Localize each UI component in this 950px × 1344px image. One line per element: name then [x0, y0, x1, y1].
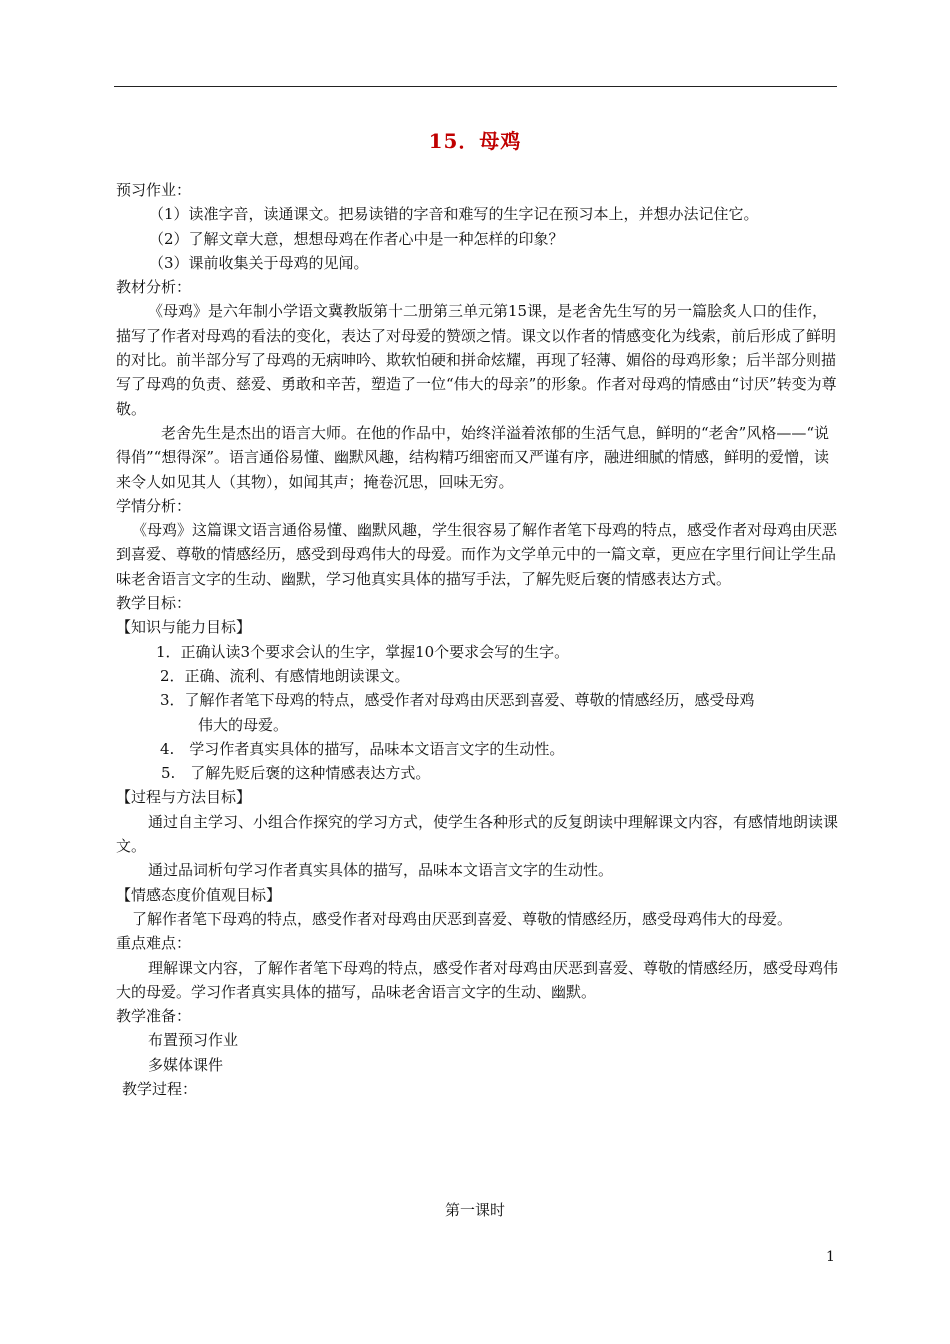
- page-number: 1: [826, 1249, 835, 1265]
- emotion-goal-heading: 【情感态度价值观目标】: [116, 885, 282, 904]
- keypoints-paragraph: 理解课文内容，了解作者笔下母鸡的特点，感受作者对母鸡由厌恶到喜爱、尊敬的情感经历，感受母鸡伟大的母爱。学习作者真实具体的描写，品味老舍语言文字的生动、幽默。: [116, 958, 839, 1001]
- process-heading: 教学过程：: [122, 1079, 198, 1098]
- knowledge-heading: 【知识与能力目标】: [116, 618, 252, 637]
- student-heading: 学情分析：: [116, 496, 192, 515]
- knowledge-item: 2．正确、流利、有感情地朗读课文。: [160, 666, 410, 685]
- process-goal-paragraph-1: 通过自主学习、小组合作探究的学习方式，使学生各种形式的反复朗读中理解课文内容，有感情地朗读课文。: [116, 812, 839, 856]
- emotion-goal-paragraph: 了解作者笔下母鸡的特点，感受作者对母鸡由厌恶到喜爱、尊敬的情感经历，感受母鸡伟大的母爱。: [132, 909, 793, 928]
- material-paragraph-1: 《母鸡》是六年制小学语文冀教版第十二册第三单元第15课，是老舍先生写的另一篇脍炙人口的佳作，描写了作者对母鸡的看法的变化，表达了对母爱的赞颂之情。课文以作者的情感变化为线索，前后形成了鲜明的对比。前半部分写了母鸡的无病呻吟、欺软怕硬和拼命炫耀，再现了轻薄、媚俗的母鸡形象；后半部分则描写了母鸡的负责、慈爱、勇敢和辛苦，塑造了一位“伟大的母亲”的形象。作者对母鸡的情感由“讨厌”转变为尊敬。: [116, 302, 837, 418]
- page-title: 15．母鸡: [428, 129, 522, 153]
- process-goal-paragraph-2: 通过品词析句学习作者真实具体的描写，品味本文语言文字的生动性。: [148, 861, 614, 880]
- material-paragraph-2: 老舍先生是杰出的语言大师。在他的作品中，始终洋溢着浓郁的生活气息，鲜明的“老舍”风格——“说得俏”“想得深”。语言通俗易懂、幽默风趣，结构精巧细密而又严谨有序，融进细腻的情感，鲜明的爱憎，读来令人如见其人（其物），如闻其声；掩卷沉思，回味无穷。: [116, 423, 830, 491]
- knowledge-item: 5. 了解先贬后褒的这种情感表达方式。: [161, 764, 431, 783]
- prep-item: 多媒体课件: [148, 1055, 224, 1074]
- knowledge-item: 3．了解作者笔下母鸡的特点，感受作者对母鸡由厌恶到喜爱、尊敬的情感经历，感受母鸡: [160, 691, 755, 710]
- preview-item: （3）课前收集关于母鸡的见闻。: [149, 253, 369, 272]
- prep-item: 布置预习作业: [148, 1031, 239, 1050]
- lesson-heading: 第一课时: [444, 1201, 505, 1219]
- prep-heading: 教学准备：: [116, 1007, 192, 1026]
- material-heading: 教材分析：: [116, 278, 192, 297]
- knowledge-item: 4. 学习作者真实具体的描写，品味本文语言文字的生动性。: [160, 739, 565, 758]
- header-rule: [114, 86, 837, 87]
- goals-heading: 教学目标：: [116, 594, 192, 613]
- knowledge-item-continued: 伟大的母爱。: [198, 715, 289, 734]
- process-goal-heading: 【过程与方法目标】: [116, 788, 252, 807]
- preview-item: （1）读准字音，读通课文。把易读错的字音和难写的生字记在预习本上，并想办法记住它。: [149, 205, 759, 224]
- keypoints-heading: 重点难点：: [116, 934, 192, 953]
- student-paragraph: 《母鸡》这篇课文语言通俗易懂、幽默风趣，学生很容易了解作者笔下母鸡的特点，感受作者对母鸡由厌恶到喜爱、尊敬的情感经历，感受到母鸡伟大的母爱。而作为文学单元中的一篇文章，更应在字里行间让学生品味老舍语言文字的生动、幽默，学习他真实具体的描写手法，了解先贬后褒的情感表达方式。: [116, 521, 838, 588]
- preview-heading: 预习作业：: [116, 181, 192, 199]
- document-body: [116, 178, 838, 1101]
- knowledge-item: 1．正确认读3个要求会认的生字，掌握10个要求会写的生字。: [156, 642, 570, 661]
- preview-item: （2）了解文章大意，想想母鸡在作者心中是一种怎样的印象？: [149, 229, 564, 248]
